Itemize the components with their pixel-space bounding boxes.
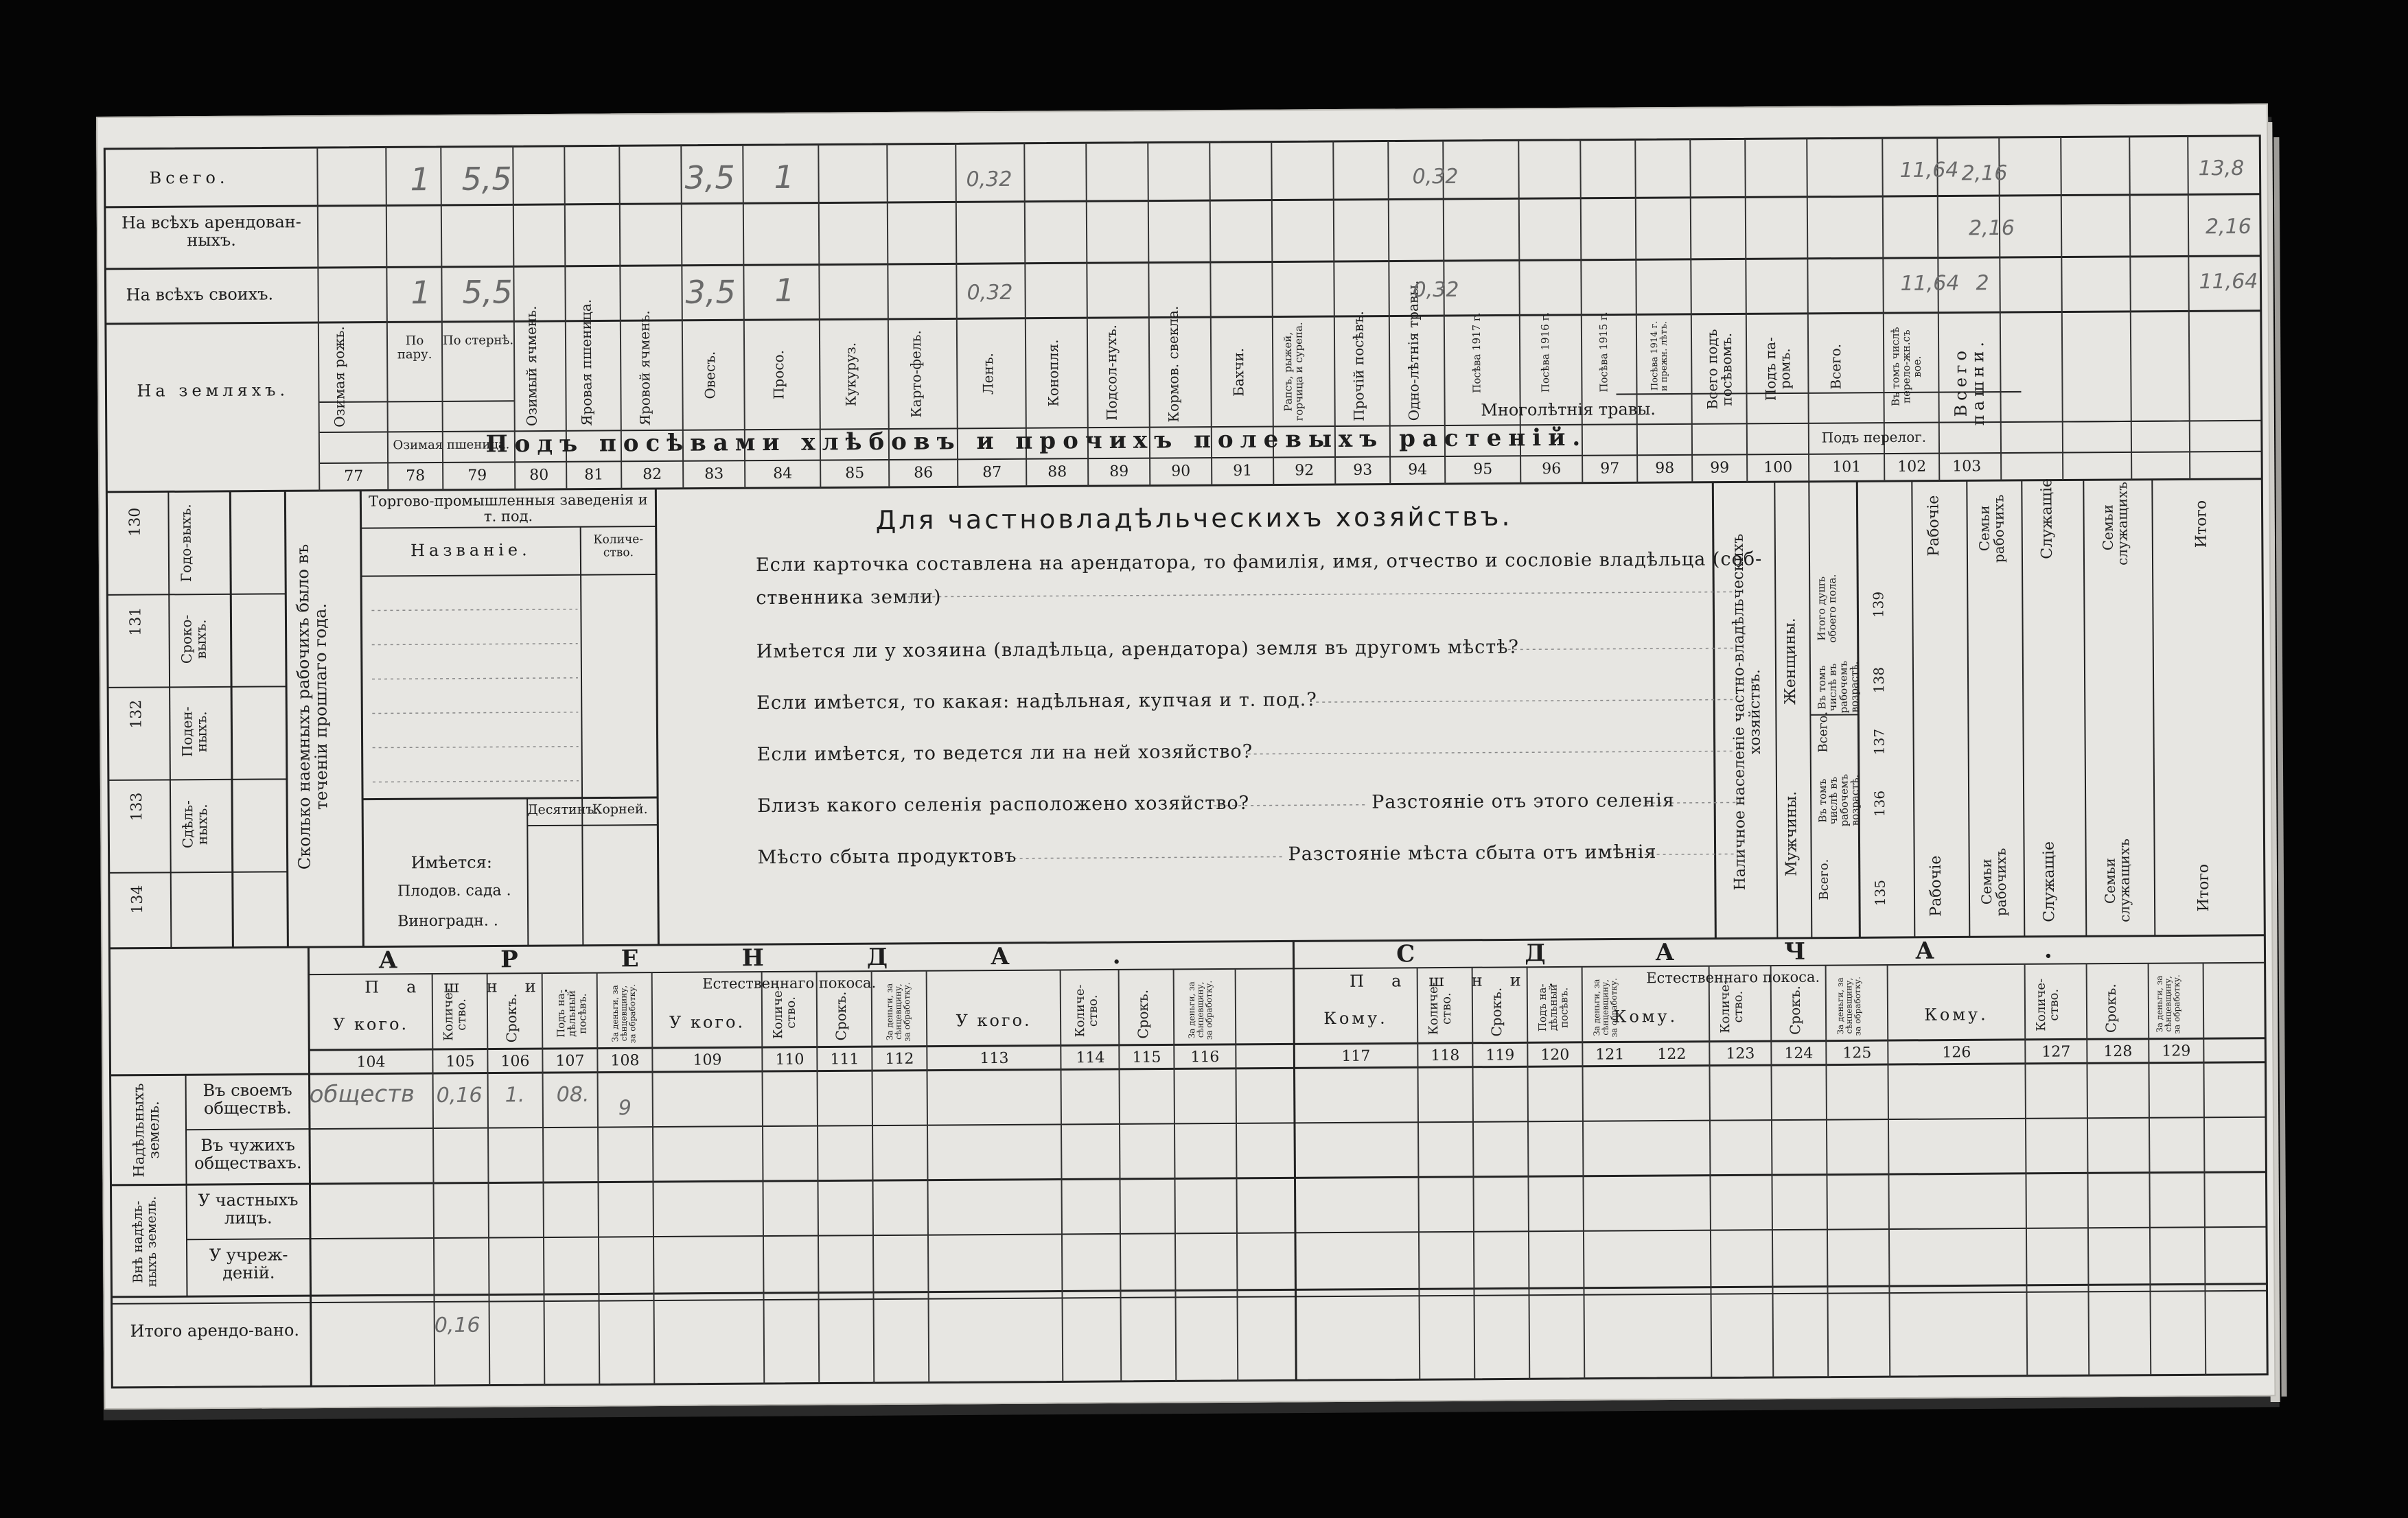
hw-svoikh-83: 1 [774,271,796,309]
hdr-srok-6: Срокъ. [2102,983,2120,1034]
col-num: 119 [1485,1047,1515,1064]
label-srokovykh: Сроко-выхъ. [178,614,209,664]
hw-vsego-86: 0,32 [966,167,1012,192]
hw-arend-103: 2,16 [2205,214,2251,240]
col-num: 91 [1233,462,1253,480]
hw-vsego-92: 0,32 [1412,164,1459,189]
hdr-za-dengi-2: За деньги, за сѣнцевщину, за обработку. [884,982,912,1042]
col-perelog-vtom: Въ томъ числѣ перело-жн.съ вое. [1888,327,1923,406]
col-podsolnukh: Подсол-нухъ. [1102,325,1120,421]
col-num: 90 [1171,463,1191,480]
hdr-kol-3: Количе-ство. [1072,984,1101,1038]
col-num: 125 [1842,1044,1872,1062]
hdr-u-kogo-1: У кого. [332,1014,409,1034]
trade-title: Торгово-промышленныя заведенiя и т. под. [369,491,648,525]
sdacha-pashni: Пашни. [1350,970,1582,991]
col-num: 118 [1431,1047,1460,1065]
col-num: 108 [610,1052,640,1070]
itogo-top: Итого [2192,500,2210,548]
col-num: 114 [1076,1049,1105,1067]
col-num: 110 [775,1051,804,1069]
col-num: 124 [1784,1044,1814,1063]
col-num: 83 [704,465,724,483]
col-num: 123 [1726,1045,1755,1063]
col-kormov-svekla: Кормов. свекла. [1164,305,1182,423]
col-num: 122 [1657,1045,1687,1064]
hdr-pod-nadel-4: Подъ на-дѣльный посѣвъ. [1536,983,1571,1032]
hdr-za-dengi-1: За деньги, за сѣнцевщину, за обработку. [610,983,638,1043]
hw-svoikh-78: 1 [410,274,432,312]
col-len: Ленъ. [980,353,997,395]
label-zhenshchiny: Женщины. [1781,618,1800,705]
hw-vsego-100: 2,16 [1961,161,2008,186]
col-num: 115 [1132,1049,1161,1066]
hw-svoikh-100: 2 [1976,271,1989,296]
semi-rabochikh-bottom: Семьи рабочихъ [1978,848,2010,916]
pop-col-135: Всего. [1816,859,1832,900]
col-kukuruza: Кукуруз. [842,342,859,407]
row-svoem-obshchestve: Въ своемъ обществѣ. [202,1080,292,1119]
col-num: 96 [1542,460,1562,478]
col-po-paru: По пару. [397,334,432,362]
pod-perelog: Подъ перелог. [1821,428,1927,446]
hw-svoikh-82: 3,5 [685,273,736,311]
col-posev-1914: Посѣва 1914 г. и прежн. лѣтъ. [1649,320,1670,391]
col-num: 104 [356,1053,386,1071]
pop-num-138: 138 [1870,666,1888,694]
col-num: 97 [1600,460,1620,478]
pop-num-135: 135 [1871,879,1889,907]
col-num: 98 [1655,459,1675,478]
num-133: 133 [128,792,146,821]
hw-vsego-103: 13,8 [2198,156,2245,181]
col-num: 127 [2041,1043,2071,1061]
trade-name-header: Названiе. [410,540,531,561]
col-num: 109 [693,1051,722,1069]
row-itogo-arendovano: Итого арендо-вано. [130,1320,300,1341]
col-proso: Просо. [770,350,787,400]
num-134: 134 [128,885,147,914]
hw-vsego-78: 1 [410,161,431,198]
col-num: 117 [1341,1047,1371,1065]
population-vertical-label: Наличное населенiе частно-владѣльческихъ хозяйствъ. [1729,533,1764,891]
col-num: 121 [1595,1046,1625,1064]
vinogradn-label: Виноградн. . [397,912,498,931]
hdr-srok-3: Срокъ. [1134,989,1152,1039]
col-num: 99 [1710,459,1730,477]
num-132: 132 [128,699,146,729]
hdr-srok-4: Срокъ. [1487,987,1505,1037]
hw-vsego-83: 1 [774,158,795,196]
hdr-komu-3: Кому. [1924,1005,1989,1025]
col-oves: Овесъ. [702,351,719,400]
pop-col-139: Итого душъ обоего пола. [1815,574,1839,643]
hdr-kol-4: Количе-ство. [1426,982,1455,1036]
num-130: 130 [126,507,144,537]
row-na-zemlyakh: На земляхъ. [137,380,290,401]
col-vsego-pashni: Всего пашни. [1951,337,1988,425]
label-podennykh: Поден-ныхъ. [178,706,210,758]
semi-rabochikh-top: Семьи рабочихъ [1976,494,2008,563]
hdr-kol-5: Количе-ство. [1717,980,1746,1034]
hdr-za-dengi-5: За деньги, за сѣнцевщину, за обработку. [1835,976,1863,1036]
col-num: 85 [845,465,865,482]
label-godovykh: Годо-выхъ. [177,504,195,583]
question-village-distance: Разстоянiе отъ этого селенiя [1371,789,1675,813]
hw-za-dengi: 9 [618,1096,632,1121]
hdr-za-dengi-6: За деньги, за сѣнцевщину, за обработку. [2154,974,2182,1034]
question-owner: Если карточка составлена на арендатора, то фамилiя, имя, отчество и сословiе владѣльца (соб- [755,548,1763,576]
col-num: 79 [467,467,487,484]
col-num: 78 [406,467,426,485]
hw-pod-nadel: 08. [556,1082,590,1107]
col-num: 126 [1942,1044,1971,1062]
question-farming: Если имѣется, то ведется ли на ней хозяйство? [756,740,1253,766]
col-num: 107 [555,1052,585,1070]
row-chuzhikh-obshchestvakh: Въ чужихъ обществахъ. [194,1135,302,1173]
col-num: 80 [529,466,549,484]
hdr-kol-1: Количе-ство. [441,988,470,1041]
col-raps: Рапсъ, рыжей, горчица и сурепа. [1281,322,1306,421]
col-po-sterne: По стернѣ. [442,333,514,348]
hdr-kol-2: Количе-ство. [770,985,799,1039]
hw-u-kogo: обществ [309,1080,415,1109]
col-perelog-vsego: Всего. [1827,344,1844,390]
col-yarovaya-pshenitsa: Яровая пшеница. [577,299,595,426]
label-muzhchiny: Мужчины. [1783,791,1801,877]
col-bakhchi: Бахчи. [1230,347,1247,397]
col-ozimaya-rozh: Озимая рожь. [330,326,348,428]
col-num: 87 [982,463,1002,482]
col-odnoletnie-travy: Одно-лѣтнiя травы. [1404,280,1422,421]
hw-svoikh-86: 0,32 [966,280,1013,305]
sdacha-pokosa: Естественнаго покоса. [1646,968,1820,987]
col-prochiy-posev: Прочiй посѣвъ. [1350,311,1367,421]
col-num: 86 [914,464,934,482]
col-num: 81 [584,466,604,484]
hdr-komu-2: Кому. [1613,1006,1678,1027]
col-vsego-pod-posevom: Всего подъ посѣвомъ. [1703,329,1735,410]
hw-itogo: 0,16 [434,1313,481,1338]
hw-srok: 1. [505,1083,525,1108]
row-vsego: Всего. [149,167,229,188]
question-market-distance: Разстоянiе мѣста сбыта отъ имѣнiя [1288,841,1657,865]
col-num: 84 [773,465,793,482]
itogo-bottom: Итого [2195,863,2213,912]
sluzhashchie-bottom: Служащiе [2040,841,2059,922]
col-num: 101 [1832,458,1862,476]
hdr-srok-2: Срокъ. [832,991,850,1041]
col-num: 82 [642,465,662,484]
col-num: 100 [1763,458,1793,477]
arenda-pashni: Пашни. [364,976,597,997]
trade-qty-header: Количе-ство. [593,533,644,560]
col-yarovoy-yachmen: Яровой ячмень. [636,310,653,426]
hw-vsego-82: 3,5 [684,159,735,196]
desyatin-header: Десятинъ. [527,802,599,818]
col-num: 116 [1190,1049,1220,1066]
workers-vertical-label: Сколько наемныхъ рабочихъ было въ теченiи прошлаго года. [292,544,332,870]
mnogoletnie-travy: Многолѣтнiя травы. [1481,399,1656,420]
rabochie-bottom: Рабочiе [1927,855,1945,917]
hdr-u-kogo-2: У кого. [669,1012,745,1032]
col-posev-1917: Посѣва 1917 г. [1470,312,1483,393]
col-num: 95 [1473,460,1493,478]
col-num: 89 [1109,463,1129,480]
sdacha-banner: СДАЧА. [1396,935,2162,968]
korney-header: Корней. [592,802,648,817]
col-ozimaya-pshenitsa: Озимая пшеница. [393,437,510,453]
col-num: 111 [830,1051,859,1069]
pop-col-136: Въ томъ числѣ въ рабочемъ возрастѣ. [1816,774,1862,827]
hdr-u-kogo-3: У кого. [956,1010,1032,1031]
rabochie-top: Рабочiе [1925,495,1943,557]
hdr-za-dengi-4: За деньги, за сѣнцевщину, за обработку. [1591,977,1619,1038]
hw-svoikh-103: 11,64 [2199,269,2258,294]
question-other-land: Имѣется ли у хозяина (владѣльца, арендатора) земля въ другомъ мѣстѣ? [756,636,1520,663]
col-num: 128 [2103,1042,2133,1061]
imeetsya-label: Имѣется: [410,852,492,873]
row-svoikh: На всѣхъ своихъ. [126,284,274,305]
col-num: 112 [885,1050,914,1069]
private-farms-title: Для частновладѣльческихъ хозяйствъ. [875,501,1513,536]
under-crops-banner: Подъ посѣвами хлѣбовъ и прочихъ полевыхъ растенiй. [485,423,1588,458]
question-market: Мѣсто сбыта продуктовъ [757,845,1017,869]
hw-kol: 0,16 [436,1083,483,1108]
col-num: 106 [500,1053,530,1071]
group-vne-nadelnykh: Внѣ надѣль-ныхъ земель. [130,1195,160,1287]
sluzhashchie-top: Служащiе [2038,478,2056,559]
pop-col-137: Всего. [1816,711,1831,753]
group-nadelnykh: Надѣльныхъ земель. [130,1083,163,1178]
hdr-za-dengi-3: За деньги, за сѣнцевщину, за обработку. [1186,980,1214,1040]
col-num: 129 [2162,1042,2191,1060]
row-chastnykh-lits: У частныхъ лицъ. [198,1190,299,1228]
col-num: 93 [1353,461,1373,479]
pop-num-136: 136 [1871,790,1888,817]
pop-col-138: Въ томъ числѣ въ рабочемъ возрастѣ. [1815,661,1861,714]
dotted-lines [371,592,1735,862]
col-num: 88 [1047,463,1067,481]
plod-sada-label: Плодов. сада . [397,882,511,900]
arenda-banner: АРЕНДА. [378,941,1224,974]
question-village: Близъ какого селенiя расположено хозяйство? [757,792,1250,817]
census-card [96,104,2276,1410]
col-konoplya: Конопля. [1045,339,1062,408]
col-num: 94 [1408,461,1428,479]
hw-svoikh-99: 11,64 [1900,271,1960,296]
semi-sluzhashchikh-top: Семьи служащихъ [2099,481,2131,566]
col-num: 102 [1897,458,1927,476]
col-posev-1916: Посѣва 1916 г. [1538,312,1552,393]
col-num: 77 [344,467,364,485]
hw-arend-100: 2,16 [1968,215,2015,241]
row-arendovannykh: На всѣхъ арендован- ныхъ. [121,212,301,250]
hw-svoikh-92: 0,32 [1413,277,1459,303]
col-num: 105 [445,1053,475,1071]
pop-num-139: 139 [1870,591,1887,618]
hw-vsego-79: 5,5 [461,160,512,198]
pop-num-137: 137 [1871,728,1888,756]
row-uchrezhdeniy: У учреж-денiй. [209,1245,288,1283]
col-num: 103 [1952,458,1982,476]
hdr-komu-1: Кому. [1323,1008,1388,1029]
question-land-type: Если имѣется, то какая: надѣльная, купчая и т. под.? [756,689,1317,714]
arenda-pokosa: Естественнаго покоса. [702,974,877,992]
question-owner-cont: ственника земли) [756,586,942,609]
hw-svoikh-79: 5,5 [462,273,513,311]
hdr-srok-1: Срокъ. [502,993,520,1043]
col-num: 113 [980,1049,1009,1068]
col-num: 92 [1295,462,1315,480]
hdr-kol-6: Количе-ство. [2033,978,2061,1031]
label-sdelnykh: Сдѣль-ныхъ. [179,800,211,849]
semi-sluzhashchikh-bottom: Семьи служащихъ [2101,838,2133,923]
hw-vsego-99: 11,64 [1899,158,1959,183]
hdr-pod-nadel-1: Подъ на-дѣльный посѣвъ. [554,990,589,1038]
hdr-srok-5: Срокъ. [1786,985,1804,1035]
col-posev-1915: Посѣва 1915 г. [1597,312,1610,393]
num-131: 131 [127,607,145,636]
col-num: 120 [1540,1046,1570,1064]
col-ozimyy-yachmen: Озимый ячмень. [522,305,540,427]
col-kartofel: Карто-фель. [907,330,925,419]
col-pod-parom: Подъ па-ромъ. [1762,337,1794,401]
